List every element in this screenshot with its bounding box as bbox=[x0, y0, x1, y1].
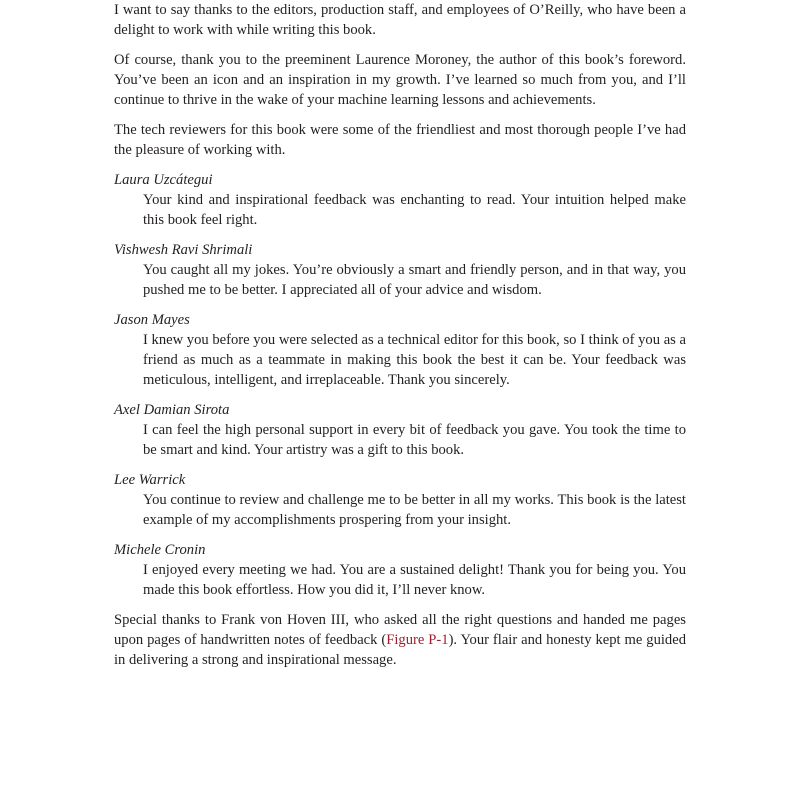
reviewer-feedback: Your kind and inspirational feedback was enchanting to read. Your intuition helped make this book feel right. bbox=[143, 192, 686, 228]
reviewer-feedback: I can feel the high personal support in every bit of feedback you gave. You took the time to be smart and kind. Your artistry was a gift to this book. bbox=[143, 422, 686, 458]
reviewer-entry bbox=[114, 240, 686, 300]
closing-text-after: ). Your flair and honesty kept me guided in delivering a strong and inspirational message. bbox=[114, 632, 686, 668]
closing-text-before: Special thanks to Frank von Hoven III, who asked all the right questions and handed me pages upon pages of handwritten notes of feedback ( bbox=[114, 612, 686, 648]
intro-paragraph-3: The tech reviewers for this book were some of the friendliest and most thorough people I’ve had the pleasure of working with. bbox=[114, 122, 686, 158]
reviewer-name: Axel Damian Sirota bbox=[114, 402, 230, 418]
closing-paragraph bbox=[114, 610, 686, 670]
intro-paragraph-2: Of course, thank you to the preeminent Laurence Moroney, the author of this book’s foreword. You’ve been an icon and an inspiration in my growth. I’ve learned so much from you, and I’ll continue to thrive in the wake of your machine learning lessons and achievements. bbox=[114, 52, 686, 108]
reviewer-feedback: I knew you before you were selected as a technical editor for this book, so I think of you as a friend as much as a teammate in making this book the best it can be. Your feedback was meticulous, intelligent, and irreplaceable. Thank you sincerely. bbox=[143, 332, 686, 388]
reviewer-entry bbox=[114, 170, 686, 230]
reviewer-entry bbox=[114, 310, 686, 390]
reviewer-name: Lee Warrick bbox=[114, 472, 186, 488]
acknowledgments-page bbox=[114, 0, 686, 680]
figure-reference-link[interactable]: Figure P-1 bbox=[386, 632, 449, 648]
reviewer-feedback: You continue to review and challenge me to be better in all my works. This book is the latest example of my accomplishments prospering from your insight. bbox=[143, 492, 686, 528]
reviewer-name: Laura Uzcátegui bbox=[114, 172, 213, 188]
reviewer-entry bbox=[114, 470, 686, 530]
reviewer-feedback: You caught all my jokes. You’re obviously a smart and friendly person, and in that way, you pushed me to be better. I appreciated all of your advice and wisdom. bbox=[143, 262, 686, 298]
reviewer-entry bbox=[114, 540, 686, 600]
reviewer-name: Michele Cronin bbox=[114, 542, 206, 558]
intro-paragraph-1: I want to say thanks to the editors, production staff, and employees of O’Reilly, who have been a delight to work with while writing this book. bbox=[114, 2, 686, 38]
reviewer-name: Jason Mayes bbox=[114, 312, 190, 328]
reviewer-name: Vishwesh Ravi Shrimali bbox=[114, 242, 253, 258]
reviewer-feedback: I enjoyed every meeting we had. You are a sustained delight! Thank you for being you. You made this book effortless. How you did it, I’ll never know. bbox=[143, 562, 686, 598]
reviewer-entry bbox=[114, 400, 686, 460]
